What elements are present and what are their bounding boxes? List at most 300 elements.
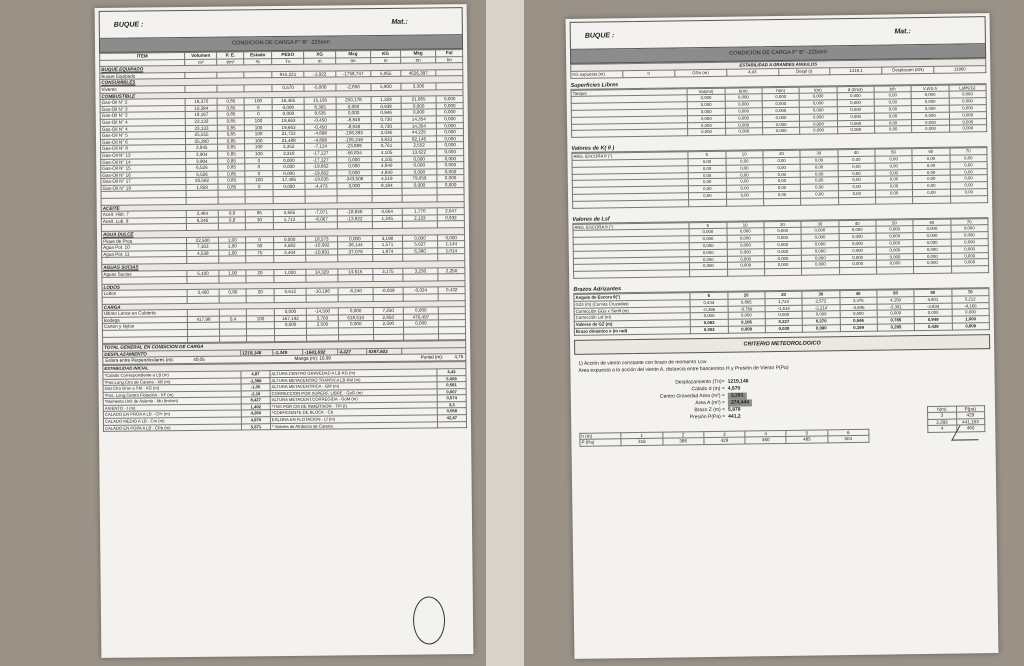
table-cell: 0,85: [218, 157, 245, 164]
brazo-cell: 0,000: [802, 311, 839, 318]
hp-cell: 429: [704, 437, 745, 444]
stability-cell: *Momento Unit de Asiento - Mu (tm/cm): [103, 397, 241, 405]
table-cell: -8,848: [336, 123, 372, 130]
sl-cell: 0,00: [875, 126, 912, 133]
wind-label: Presión P(Pa) =: [689, 413, 726, 420]
table-cell: 1,245: [372, 215, 402, 222]
table-cell: 0,000: [402, 235, 438, 242]
value-cell: 0,00: [800, 163, 837, 170]
value-cell: 0,00: [838, 156, 875, 163]
table-cell: 3,404: [274, 249, 307, 256]
sl-cell: 0,000: [687, 95, 724, 102]
empty-cell: [307, 334, 338, 341]
table-cell: 0: [245, 183, 272, 190]
brazo-cell: 0,000: [952, 309, 989, 316]
ga-title: ESTABILIDAD A GRANDES ANGULOS: [571, 59, 986, 72]
total-title: TOTAL GENERAL EN CONDICION DE CARGA: [103, 341, 466, 351]
angle-header: 50: [875, 149, 912, 156]
value-cell: 0,00: [763, 178, 800, 185]
value-cell: 0,000: [839, 233, 876, 240]
table-cell: 0,85: [217, 105, 244, 112]
table-cell: 1,874: [373, 248, 403, 255]
table-cell: 0,85: [218, 151, 245, 158]
empty-cell: [763, 198, 800, 205]
hp-cell: 5: [786, 430, 827, 437]
value-cell: 0,00: [838, 190, 875, 197]
sl-header: l(m): [799, 86, 836, 93]
desplazamiento-value: -1,349: [273, 349, 304, 356]
brazo-cell: 1,724: [765, 298, 802, 305]
sl-header: Vol(m3): [687, 88, 724, 95]
table-cell: -17,127: [305, 156, 336, 163]
table-cell: 3,198: [373, 235, 403, 242]
table-cell: 0,000: [401, 103, 437, 110]
ba-table: [573, 288, 990, 336]
sl-header: h(m): [762, 87, 799, 94]
value-cell: 0,000: [727, 242, 764, 249]
table-cell: 0,000: [437, 149, 464, 156]
table-cell: -7,071: [306, 209, 337, 216]
sl-cell: 0,000: [912, 126, 949, 133]
table-cell: Gas-Oil N° 14: [101, 158, 186, 165]
value-cell: 0,000: [689, 242, 726, 249]
table-cell: 0,000: [273, 157, 306, 164]
sl-cell: 0,000: [688, 122, 725, 129]
angle-header: ANG. ESCORA θ (°): [572, 152, 688, 160]
empty-cell: [764, 268, 801, 275]
hp-cell: 2: [662, 431, 703, 438]
table-cell: Aguas Sucias: [102, 270, 187, 277]
sl-cell: 0,000: [762, 94, 799, 101]
table-cell: Buque Equipado: [100, 72, 185, 79]
wind-label: Centro Gravedad Area (m²) =: [659, 392, 725, 400]
value-cell: 0,00: [912, 162, 949, 169]
empty-cell: [838, 197, 875, 204]
table-cell: 6,346: [187, 217, 219, 224]
sl-cell: 0,000: [837, 99, 874, 106]
table-cell: 0,000: [272, 104, 305, 111]
table-cell: 1,014: [438, 247, 465, 254]
hp-cell: 485: [786, 436, 827, 443]
table-cell: 3,484: [186, 210, 218, 217]
estabilidad-inicial-table: [102, 361, 467, 432]
table-cell: 0,000: [274, 322, 307, 329]
unit-cell: tm: [335, 57, 371, 64]
table-cell: Gas-Oil N° 17: [101, 178, 186, 185]
table-cell: 0,000: [437, 168, 464, 175]
value-cell: 0,00: [913, 182, 950, 189]
manga-label: Manga (m):: [294, 355, 319, 362]
interp-header: h(m): [927, 406, 956, 413]
table-cell: 476,497: [403, 314, 439, 321]
kg-cell: 0: [623, 70, 675, 78]
stability-cell: 4,970: [241, 417, 270, 424]
left-sheet: [95, 4, 474, 658]
left-load-table: [99, 49, 466, 344]
cm-text-1: 1) Acción de viento constante con brazo de momento Lcw: [578, 358, 707, 367]
table-cell: 100: [247, 315, 274, 322]
table-cell: 417,98: [188, 316, 220, 323]
brazo-cell: 0,546: [840, 317, 877, 324]
right-sheet: [566, 13, 999, 659]
empty-cell: [374, 334, 404, 341]
section-title: LODOS: [102, 280, 465, 290]
table-cell: 2,665: [273, 210, 306, 217]
table-cell: -4,898: [305, 137, 336, 144]
table-cell: 0,938: [371, 103, 401, 110]
value-cell: 0,000: [951, 232, 988, 239]
angle-header: 40: [837, 149, 874, 156]
brazo-cell: 0,285: [877, 324, 914, 331]
kg-cell: 1219,1: [830, 67, 882, 75]
lsf-title: Valores de Lsf: [572, 211, 988, 224]
header-cell: XG: [304, 51, 335, 58]
brazo-cell: 0,038: [765, 325, 802, 332]
table-cell: 100: [245, 98, 272, 105]
brazo-cell: 0,053: [690, 319, 727, 326]
table-cell: Gas-Oil N° 8: [101, 145, 186, 152]
value-cell: 0,000: [876, 253, 913, 260]
table-cell: 0,000: [336, 156, 372, 163]
value-cell: 0,00: [912, 169, 949, 176]
table-cell: 3,306: [401, 83, 437, 90]
sl-cell: 0,000: [687, 101, 724, 108]
empty-cell: [274, 335, 307, 342]
table-cell: 21,722: [272, 130, 305, 137]
table-cell: 19,370: [185, 98, 217, 105]
table-cell: Gas-Oil N° 3: [100, 112, 185, 119]
table-cell: 250,178: [336, 97, 372, 104]
brazo-cell: 0,227: [765, 318, 802, 325]
section-title: ACEITE: [101, 201, 464, 211]
sl-cell: 0,000: [837, 113, 874, 120]
value-cell: 0,00: [950, 189, 987, 196]
table-cell: Gas-Oil N° 4: [100, 118, 185, 125]
table-cell: 19,663: [272, 124, 305, 131]
table-cell: 4,840: [372, 162, 402, 169]
table-cell: 5,100: [187, 270, 219, 277]
table-cell: 100: [245, 118, 272, 125]
table-cell: 13,622: [401, 149, 437, 156]
table-cell: 14,354: [401, 116, 437, 123]
table-cell: 0,85: [217, 98, 244, 105]
table-cell: 16,465: [272, 97, 305, 104]
interp-header: P(pa): [956, 405, 985, 412]
empty-cell: [188, 336, 220, 343]
value-cell: 0,00: [726, 185, 763, 192]
sl-cell: 0,000: [725, 121, 762, 128]
value-cell: 0,000: [802, 261, 839, 268]
table-cell: 0,000: [336, 169, 372, 176]
empty-cell: [689, 199, 726, 206]
value-cell: 0,000: [876, 226, 913, 233]
table-cell: -10,891: [306, 249, 337, 256]
value-cell: 0,000: [876, 240, 913, 247]
table-cell: 0,000: [403, 320, 439, 327]
hp-cell: h (m): [580, 432, 621, 439]
sl-cell: 0,000: [762, 100, 799, 107]
sl-header: d (t/m3): [837, 86, 874, 93]
brazo-cell: 40: [839, 290, 876, 297]
k-title: Valores de K( θ ): [571, 140, 987, 153]
table-cell: 0: [245, 111, 272, 118]
value-cell: 0,00: [912, 155, 949, 162]
value-cell: 0,00: [913, 189, 950, 196]
table-cell: 0,000: [437, 122, 464, 129]
hp-cell: 4: [745, 430, 786, 437]
table-cell: 22,500: [187, 237, 219, 244]
value-cell: 0,000: [839, 261, 876, 268]
table-cell: 8,635: [305, 110, 336, 117]
brazo-cell: 30: [802, 291, 839, 298]
table-cell: 82,146: [401, 136, 437, 143]
table-cell: 0,000: [437, 135, 464, 142]
table-cell: -10,196: [307, 288, 338, 295]
k-table: [571, 147, 988, 208]
table-cell: 0,85: [217, 111, 244, 118]
header-cell: Mkg: [400, 50, 436, 57]
table-cell: 3,945: [186, 144, 218, 151]
stability-cell: Dist Ctro Grav a SM - XG (m): [103, 384, 241, 392]
wind-value: 4,970: [727, 385, 741, 392]
lsf-table: [572, 218, 989, 279]
table-cell: Gas-Oil N° 3: [100, 105, 185, 112]
table-cell: 6,380: [402, 248, 438, 255]
table-cell: 100: [245, 151, 272, 158]
interp-cell: 460: [956, 425, 985, 432]
value-cell: 0,00: [726, 178, 763, 185]
value-cell: 0,000: [764, 262, 801, 269]
stability-cell: 1,402: [241, 404, 270, 411]
brazo-cell: 0,785: [877, 317, 914, 324]
sl-cell: 0,000: [725, 128, 762, 135]
table-cell: Gas-Oil N° 5: [100, 132, 185, 139]
value-cell: 0,000: [801, 241, 838, 248]
sl-cell: 0,000: [800, 127, 837, 134]
brazo-cell: Angulo de Escora θ(°): [574, 293, 690, 301]
brazo-cell: 10: [727, 292, 764, 299]
table-cell: 1,328: [371, 96, 401, 103]
section-title: CONSUMIBLES: [100, 76, 463, 86]
table-cell: 0,000: [273, 163, 306, 170]
table-cell: 19,167: [185, 112, 217, 119]
table-cell: 0,85: [218, 171, 245, 178]
value-cell: 0,00: [689, 185, 726, 192]
value-cell: 0,00: [801, 191, 838, 198]
table-cell: 0,85: [218, 144, 245, 151]
table-cell: 618,610: [338, 314, 374, 321]
table-cell: 0,000: [438, 234, 465, 241]
sl-header: Tanque: [571, 88, 687, 96]
table-cell: Pique de Proa: [102, 237, 187, 244]
value-cell: 0,00: [838, 170, 875, 177]
stability-cell: 4,87: [241, 371, 270, 378]
value-cell: 0,00: [950, 182, 987, 189]
table-cell: 0,761: [372, 143, 402, 150]
brazo-cell: 0,000: [690, 313, 727, 320]
brazo-cell: 2,572: [802, 297, 839, 304]
wind-label: Area A (m²) =: [695, 399, 725, 406]
table-cell: 1,00: [219, 250, 246, 257]
value-cell: 0,000: [764, 248, 801, 255]
left-header: [99, 7, 463, 39]
angle-header: 70: [950, 218, 987, 225]
sl-cell: 0,000: [949, 118, 986, 125]
value-cell: 0,00: [763, 171, 800, 178]
table-cell: 0,000: [338, 321, 374, 328]
sl-cell: 0,000: [837, 120, 874, 127]
table-cell: 14,329: [306, 269, 337, 276]
stability-cell: ASIENTO - t (m): [103, 404, 241, 412]
brazo-cell: GZs (m) (Curvas Cruzadas): [574, 299, 690, 307]
sl-cell: 0,000: [762, 114, 799, 121]
table-cell: 0,4: [219, 316, 246, 323]
table-cell: 3,175: [373, 268, 403, 275]
table-cell: 2,500: [307, 321, 338, 328]
table-cell: -17,127: [305, 150, 336, 157]
table-cell: 1,00: [219, 237, 246, 244]
brazo-cell: 0,000: [877, 310, 914, 317]
brazo-cell: 0,609: [952, 323, 989, 330]
table-cell: -106,393: [336, 130, 372, 137]
table-cell: 0,730: [371, 116, 401, 123]
value-cell: 0,000: [764, 234, 801, 241]
empty-cell: [247, 335, 274, 342]
interp-cell: 429: [956, 412, 985, 419]
table-cell: -343,508: [336, 176, 372, 183]
wind-label: Brazo Z (m) =: [694, 406, 726, 413]
interp-cell: 3: [928, 412, 957, 419]
brazo-cell: 0,169: [840, 324, 877, 331]
stability-cell: *Pos.Long.Ctro de Carena - XB (m): [103, 377, 241, 385]
hp-cell: 1: [621, 432, 662, 439]
sl-cell: 0,000: [837, 127, 874, 134]
empty-cell: [913, 196, 950, 203]
table-cell: 0,000: [437, 142, 464, 149]
sl-cell: 0,000: [949, 91, 986, 98]
brazo-cell: -2,214: [802, 304, 839, 311]
table-cell: 100: [245, 137, 272, 144]
table-cell: -105,248: [336, 136, 372, 143]
cm-title: CRITERIO METEOROLOGICO: [574, 334, 990, 355]
table-cell: 0,90: [219, 289, 246, 296]
angle-header: 30: [800, 150, 837, 157]
brazo-cell: 4,150: [877, 296, 914, 303]
table-cell: 30: [246, 216, 273, 223]
table-cell: 0,570: [272, 84, 305, 91]
value-cell: 0,000: [801, 227, 838, 234]
table-cell: Gas-Oil N° 19: [101, 184, 186, 191]
stability-cell: ALTURA METACENT.CORREGIDA - GoM (m): [270, 395, 437, 403]
section-title: COMBUSTIBLE: [100, 89, 463, 99]
table-cell: -19,662: [305, 163, 336, 170]
table-cell: -14,500: [307, 308, 338, 315]
table-cell: 0,85: [218, 164, 245, 171]
table-cell: 6,526: [186, 164, 218, 171]
table-cell: 3,904: [186, 158, 218, 165]
sl-cell: 0,000: [799, 93, 836, 100]
table-cell: 0,946: [371, 110, 401, 117]
table-cell: 0,000: [401, 155, 437, 162]
right-title: CONDICION DE CARGA F° B° -225mm: [570, 44, 986, 64]
value-cell: 0,00: [801, 184, 838, 191]
stability-cell: -1,398: [241, 377, 270, 384]
value-cell: 0,000: [951, 252, 988, 259]
brazo-cell: 0,002: [691, 326, 728, 333]
table-cell: -8,848: [336, 117, 372, 124]
mat-label-right: Mat.:: [894, 27, 911, 35]
buque-label: BUQUE :: [113, 20, 144, 29]
value-cell: 0,00: [689, 179, 726, 186]
brazo-cell: 0,000: [765, 312, 802, 319]
angle-header: 10: [725, 151, 762, 158]
table-cell: 23,133: [186, 125, 218, 132]
wind-value: 274,444: [728, 399, 752, 406]
angle-header: 60: [913, 219, 950, 226]
table-cell: -0,024: [403, 287, 439, 294]
value-cell: 0,00: [950, 168, 987, 175]
value-cell: 0,00: [875, 156, 912, 163]
table-cell: 21,865: [401, 96, 437, 103]
table-cell: -4,473: [305, 183, 336, 190]
interp-cell: 4: [928, 426, 957, 433]
empty-cell: [220, 335, 247, 342]
header-cell: P. E.: [217, 52, 244, 59]
stability-cell: -2,19: [241, 390, 270, 397]
table-cell: 4,105: [372, 149, 402, 156]
sl-cell: 0,000: [688, 129, 725, 136]
table-cell: Carton y Nylon: [102, 323, 187, 330]
table-cell: 20,582: [186, 177, 218, 184]
sl-cell: 0,000: [949, 111, 986, 118]
table-cell: Agua Pot. 11: [102, 250, 187, 257]
value-cell: 0,00: [726, 158, 763, 165]
table-cell: 3,353: [272, 144, 305, 151]
table-cell: 17,495: [273, 177, 306, 184]
table-cell: -1,922: [304, 71, 335, 78]
manga-value: 10,09: [319, 355, 331, 361]
brazo-cell: -2,846: [840, 304, 877, 311]
table-cell: 2,036: [372, 129, 402, 136]
table-cell: -0,039: [373, 288, 403, 295]
table-cell: -10,092: [306, 242, 337, 249]
value-cell: 0,000: [913, 239, 950, 246]
section-title: CARGA: [102, 300, 465, 310]
table-cell: -8,067: [306, 216, 337, 223]
angle-header: ANG. ESCORA θ (°): [573, 222, 689, 230]
sl-cell: 0,000: [949, 105, 986, 112]
table-cell: 19,663: [272, 117, 305, 124]
table-cell: 14,615: [337, 268, 373, 275]
value-cell: 0,00: [801, 177, 838, 184]
desplazamiento-value: 5397,603: [367, 348, 402, 355]
stability-cell: CALADO EN POPA A LB - CPp (m): [103, 424, 241, 432]
wind-value: 5,878: [727, 406, 741, 413]
value-cell: 0,000: [951, 239, 988, 246]
table-cell: Ultimo Lance en Cubierta: [102, 310, 187, 317]
value-cell: 0,00: [763, 164, 800, 171]
section-title: AGUA DULCE: [101, 228, 464, 238]
brazo-cell: 1,000: [952, 316, 989, 323]
brazo-cell: 0,370: [802, 318, 839, 325]
sl-cell: 0,00: [874, 119, 911, 126]
sl-cell: 0,000: [800, 113, 837, 120]
table-cell: Gas-Oil N° 13: [101, 151, 186, 158]
empty-cell: [690, 269, 727, 276]
table-cell: -4,898: [305, 130, 336, 137]
value-cell: 0,000: [764, 228, 801, 235]
table-cell: 10,384: [185, 105, 217, 112]
